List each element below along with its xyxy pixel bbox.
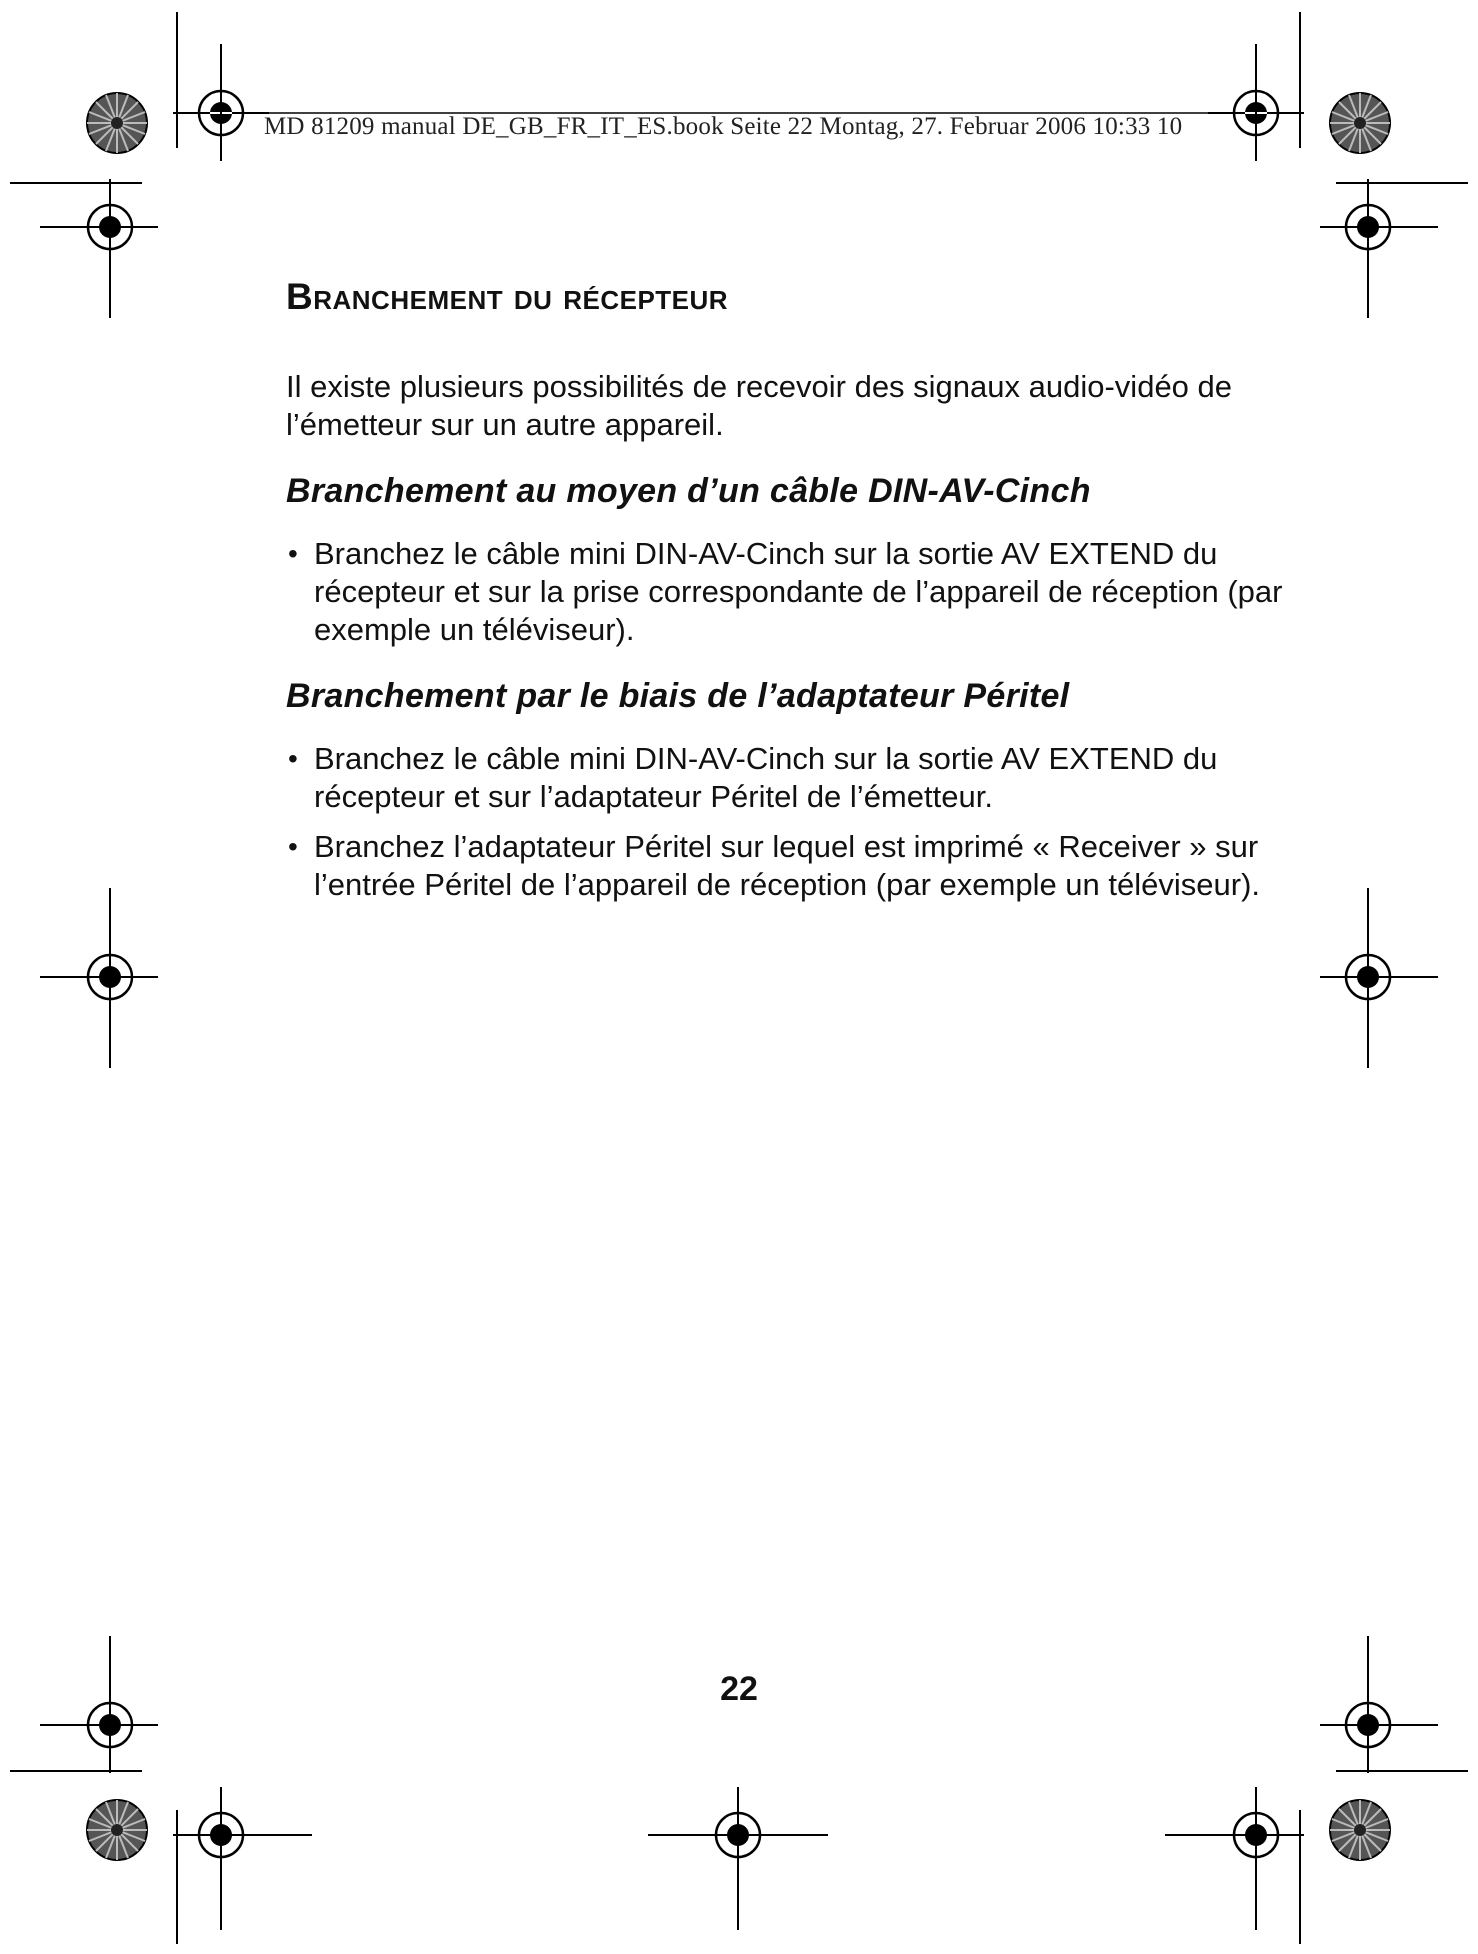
list-item: • Branchez l’adaptateur Péritel sur lequel est imprimé « Receiver » sur l’entrée Péritel de l’appareil de réception (par exemple un téléviseur). — [286, 828, 1286, 904]
print-slug-line: MD 81209 manual DE_GB_FR_IT_ES.book Seite 22 Montag, 27. Februar 2006 10:33 10 — [264, 113, 1183, 140]
color-bar-wheel-icon — [1330, 93, 1390, 153]
page-content — [286, 276, 1286, 916]
list-item: • Branchez le câble mini DIN-AV-Cinch sur la sortie AV EXTEND du récepteur et sur l’adaptateur Péritel de l’émetteur. — [286, 740, 1286, 816]
section-heading-peritel: Branchement par le biais de l’adaptateur Péritel — [286, 677, 1070, 715]
page-title: Branchement du récepteur — [286, 276, 729, 317]
intro-paragraph: Il existe plusieurs possibilités de recevoir des signaux audio-vidéo de l’émetteur sur un autre appareil. — [286, 369, 1233, 442]
color-bar-wheel-icon — [87, 1800, 147, 1860]
section-heading-din-av-cinch: Branchement au moyen d’un câble DIN-AV-Cinch — [286, 472, 1091, 510]
list-item: • Branchez le câble mini DIN-AV-Cinch sur la sortie AV EXTEND du récepteur et sur la prise correspondante de l’appareil de réception (par exemple un téléviseur). — [286, 535, 1286, 649]
color-bar-wheel-icon — [1330, 1800, 1390, 1860]
color-bar-wheel-icon — [87, 93, 147, 153]
bullet-list-din-av-cinch — [286, 535, 1286, 649]
bullet-list-peritel — [286, 740, 1286, 904]
page-number: 22 — [720, 1670, 758, 1708]
